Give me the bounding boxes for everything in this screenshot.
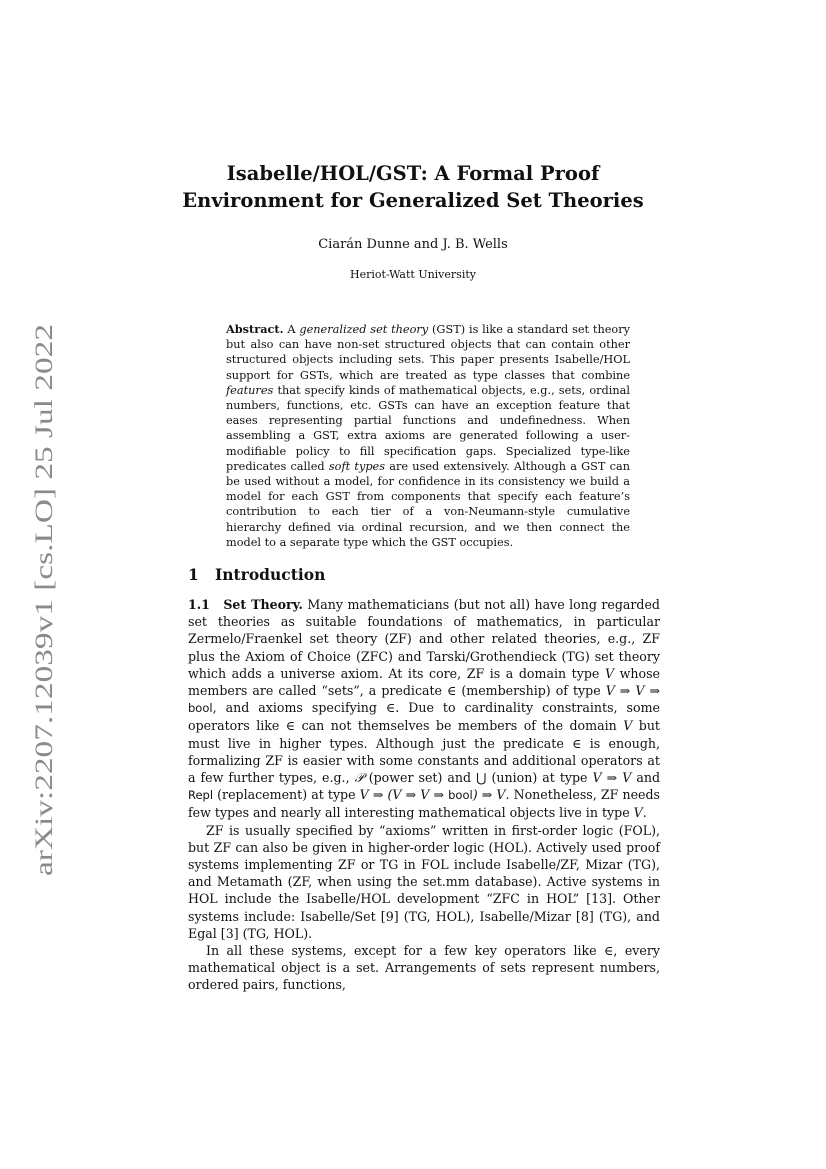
math-bool: bool (188, 701, 213, 716)
affiliation: Heriot-Watt University (350, 268, 476, 281)
math: 𝒫 (354, 770, 364, 786)
body-text (188, 596, 660, 994)
text: Many mathematicians (but not all) have long regarded set theories as suitable foundations of mathematics, in particular Zermelo/Fraenkel set theory (ZF) and other related theories, e.g., ZF plus the Axiom of Choice (ZFC) and Tarski/Grothendieck (TG) set theory which adds a universe axiom. At its core, ZF is a domain type (188, 597, 660, 681)
abstract-emphasis: soft types (328, 459, 386, 473)
abstract-emphasis: features (226, 383, 274, 397)
title-line-1: Isabelle/HOL/GST: A Formal Proof (226, 162, 600, 185)
paper-title (0, 160, 826, 214)
para-heading: Set Theory. (223, 597, 303, 612)
title-line-2: Environment for Generalized Set Theories (182, 189, 644, 212)
math-bool: bool (448, 788, 473, 803)
para-number: 1.1 (188, 597, 210, 612)
math: V ⇒ V (592, 770, 632, 786)
paragraph-3: In all these systems, except for a few key operators like ∈, every mathematical object is a set. Arrangements of sets represent numbers, ordered pairs, functions, (188, 943, 660, 993)
math: ) ⇒ V (472, 787, 506, 803)
section-title: Introduction (215, 565, 326, 584)
abstract-text: are used extensively. Although a GST can be used without a model, for confidence in its consistency we build a model for each GST from components that specify each feature’s contribution to each tier of a von-Neumann-style cumulative hierarchy defined via ordinal recursion, and we then connect the model to a separate type which the GST occupies. (226, 459, 630, 549)
abstract-text: A (283, 323, 300, 336)
text: (replacement) at type (213, 787, 360, 803)
section-heading (188, 565, 325, 584)
abstract-text: (GST) is like a standard set theory but also can have non-set structured objects that can contain other structured objects including sets. This paper presents Isabelle/HOL support for GSTs, which are treated as type classes that combine (226, 323, 630, 382)
abstract-label: Abstract. (226, 322, 284, 336)
text: . (642, 805, 647, 821)
text: . Nonetheless, ZF needs few types and nearly all interesting mathematical objects live in type (188, 787, 660, 821)
abstract-emphasis: generalized set theory (299, 323, 429, 336)
paragraph-2: ZF is usually specified by “axioms” written in first-order logic (FOL), but ZF can also be given in higher-order logic (HOL). Actively used proof systems implementing ZF or TG in FOL include Isabelle/ZF, Mizar (TG), and Metamath (ZF, when using the set.mm database). Active systems in HOL include the Isabelle/HOL development “ZFC in HOL” [13]. Other systems include: Isabelle/Set [9] (TG, HOL), Isabelle/Mizar [8] (TG), and Egal [3] (TG, HOL). (188, 822, 660, 941)
math: V (633, 805, 643, 821)
math: V ⇒ (V ⇒ V ⇒ (359, 787, 449, 803)
section-number: 1 (188, 565, 199, 584)
text: , and axioms specifying ∈. Due to cardinality constraints, some operators like ∈ can not themselves be members of the domain (188, 700, 660, 734)
math: V (623, 718, 633, 734)
text: (power set) and ⋃ (union) at type (363, 770, 593, 786)
math: V ⇒ V ⇒ (605, 683, 661, 699)
math-repl: Repl (188, 788, 214, 803)
arxiv-stamp (16, 320, 60, 880)
authors: Ciarán Dunne and J. B. Wells (318, 237, 508, 252)
abstract (226, 322, 630, 550)
text: but must live in higher types. Although just the predicate ∈ is enough, formalizing ZF is easier with some constants and additional operators at a few further types, e.g., (188, 718, 660, 786)
paragraph-1 (188, 596, 660, 822)
text: and (631, 770, 661, 786)
abstract-text: that specify kinds of mathematical objects, e.g., sets, ordinal numbers, functions, etc. GSTs can have an exception feature that eases representing partial functions and undefinedness. When assembling a GST, extra axioms are generated following a user-modifiable policy to fill specification gaps. Specialized type-like predicates called (226, 383, 630, 473)
math: V (604, 665, 615, 681)
text: whose members are called “sets”, a predicate ∈ (membership) of type (188, 665, 660, 699)
arxiv-stamp-text: arXiv:2207.12039v1 [cs.LO] 25 Jul 2022 (31, 462, 58, 876)
